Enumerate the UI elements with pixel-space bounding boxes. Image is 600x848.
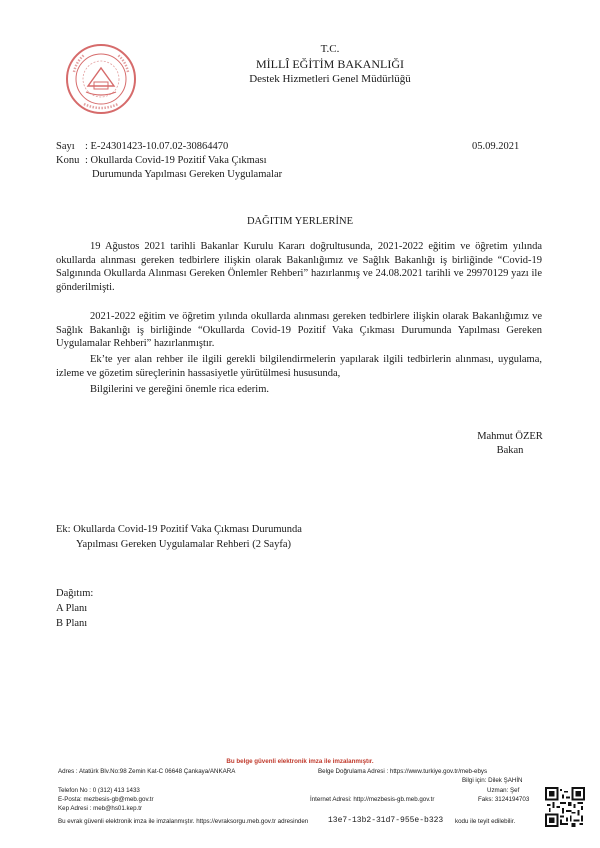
footer-code-notice: Bu evrak güvenli elektronik imza ile imzalanmıştır. https://evraksorgu.meb.gov.tr adresinden (58, 818, 309, 825)
header-tc: T.C. (320, 43, 340, 55)
signatory-title: Bakan (496, 445, 524, 456)
recipient-heading: DAĞITIM YERLERİNE (246, 216, 354, 227)
header-ministry: MİLLÎ EĞİTİM BAKANLIĞI (256, 57, 404, 71)
konu-label: Konu (56, 155, 80, 166)
esign-notice: Bu belge güvenli elektronik imza ile imzalanmıştır. (226, 758, 374, 765)
footer-internet: İnternet Adresi: http://mezbesis-gb.meb.gov.tr (310, 796, 435, 803)
footer-verification-code: 13e7-13b2-31d7-955e-b323 (328, 816, 444, 825)
paragraph-text: 2021-2022 eğitim ve öğretim yılında okullarda alınması gereken tedbirlere ilişkin olarak Bakanlığımız ve Sağlık Bakanlığı iş birliğinde “Okullarda Covid-19 Pozitif Vaka Çıkması Durumunda Yapılması Gereken Uygulamalar Rehberi” hazırlanmıştır. (56, 311, 542, 350)
footer-verify-address: Belge Doğrulama Adresi : https://www.turkiye.gov.tr/meb-ebys (318, 768, 488, 775)
body-paragraph (56, 310, 542, 351)
footer-expert: Uzman: Şef (487, 787, 520, 794)
document-date: 05.09.2021 (472, 141, 520, 152)
sayi-value: : E-24301423-10.07.02-30864470 (85, 141, 229, 152)
signatory-name: Mahmut ÖZER (477, 431, 543, 442)
konu-line1: : Okullarda Covid-19 Pozitif Vaka Çıkması (85, 155, 267, 166)
attachment-line1: Ek: Okullarda Covid-19 Pozitif Vaka Çıkması Durumunda (56, 524, 302, 535)
distribution-label: Dağıtım: (56, 588, 94, 599)
footer-contact-person: Bilgi için: Dilek ŞAHİN (462, 777, 523, 784)
attachment-line2: Yapılması Gereken Uygulamalar Rehberi (2 Sayfa) (76, 539, 291, 550)
footer-fax: Faks: 3124194703 (478, 796, 530, 803)
footer-email: E-Posta: mezbesis-gb@meb.gov.tr (58, 796, 154, 803)
distribution-item: B Planı (56, 618, 88, 629)
header-department: Destek Hizmetleri Genel Müdürlüğü (249, 73, 411, 85)
paragraph-text: Bilgilerini ve gereğini önemle rica ederim. (90, 384, 270, 395)
qr-code-icon (545, 787, 585, 827)
body-paragraph (56, 383, 542, 397)
body-paragraph (56, 353, 542, 380)
paragraph-text: Ek’te yer alan rehber ile ilgili gerekli bilgilendirmelerin yapılarak ilgili tedbirlerin alınması, uygulama, izleme ve gözetim süreçlerinin hassasiyetle yürütülmesi hususunda, (56, 354, 542, 379)
distribution-item: A Planı (56, 603, 88, 614)
ministry-seal-logo (64, 42, 138, 116)
konu-line2: Durumunda Yapılması Gereken Uygulamalar (92, 169, 283, 180)
footer-code-tail: kodu ile teyit edilebilir. (455, 818, 516, 825)
sayi-label: Sayı (56, 141, 75, 152)
footer-kep: Kep Adresi : meb@hs01.kep.tr (58, 805, 143, 812)
body-paragraph (56, 240, 542, 294)
footer-address: Adres : Atatürk Blv.No:98 Zemin Kat-C 06648 Çankaya/ANKARA (58, 768, 236, 775)
paragraph-text: 19 Ağustos 2021 tarihli Bakanlar Kurulu Kararı doğrultusunda, 2021-2022 eğitim ve öğretim yılında okullarda alınması gereken tedbirlere ilişkin olarak Bakanlığımız ve Sağlık Bakanlığı iş birliğinde “Covid-19 Salgınında Okullarda Alınması Gereken Önlemler Rehberi” hazırlanmış ve 24.08.2021 tarihli ve 29970129 yazı ile gönderilmişti. (56, 241, 542, 293)
footer-phone: Telefon No : 0 (312) 413 1433 (58, 787, 140, 794)
